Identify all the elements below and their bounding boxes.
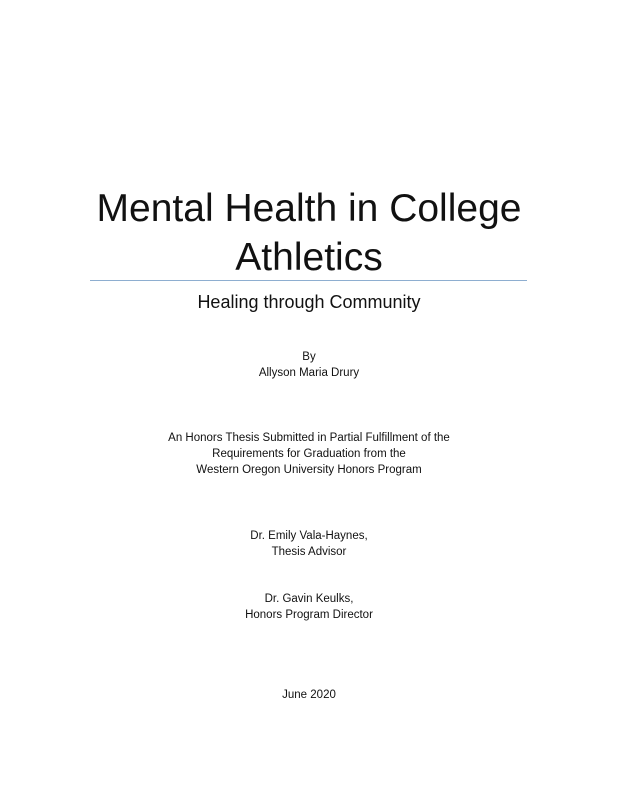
document-subtitle: Healing through Community [197,292,421,312]
author-block [0,349,618,381]
author-name: Allyson Maria Drury [258,367,360,379]
director-role: Honors Program Director [245,609,373,621]
advisor-block [0,528,618,560]
statement-line-2: Requirements for Graduation from the [212,448,406,460]
director-block [0,591,618,623]
statement-line-3: Western Oregon University Honors Program [196,464,422,476]
document-title-line-1: Mental Health in College [96,187,522,230]
statement-line-1: An Honors Thesis Submitted in Partial Fulfillment of the [168,432,450,444]
advisor-name: Dr. Emily Vala-Haynes, [250,530,368,542]
submission-statement [0,430,618,478]
advisor-role: Thesis Advisor [271,546,347,558]
director-name: Dr. Gavin Keulks, [264,593,354,605]
by-label: By [302,351,316,363]
submission-date: June 2020 [282,689,336,701]
document-title [0,184,618,282]
title-divider [90,280,527,281]
document-title-line-2: Athletics [235,236,383,279]
